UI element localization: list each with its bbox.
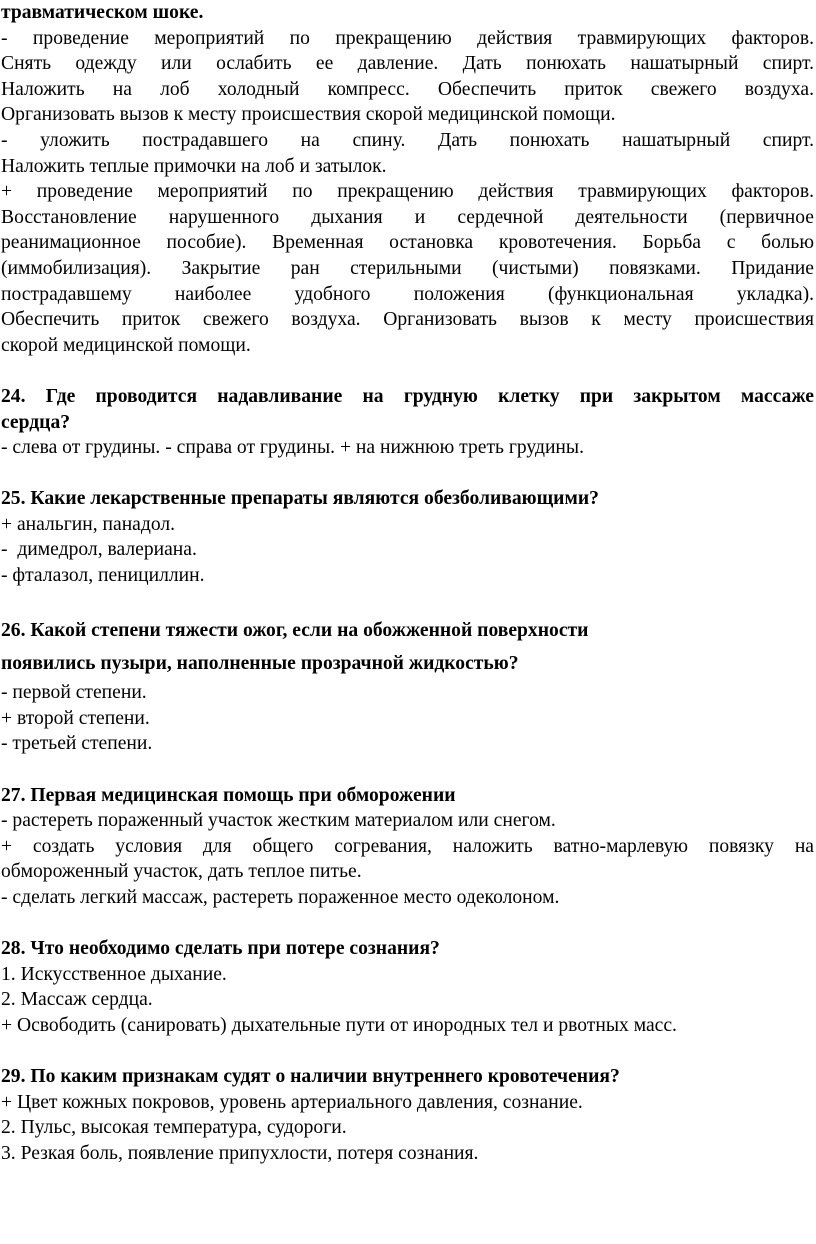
question-title: сердца?: [1, 411, 71, 433]
intro-line: Восстановление нарушенного дыхания и сердечной деятельности (первичное: [1, 206, 814, 228]
intro-line: Наложить на лоб холодный компресс. Обеспечить приток свежего воздуха.: [1, 78, 814, 100]
answer-option: 2. Пульс, высокая температура, судороги.: [1, 1117, 347, 1139]
intro-line: - уложить пострадавшего на спину. Дать понюхать нашатырный спирт.: [1, 129, 814, 151]
question-24: [1, 384, 814, 461]
intro-section: [1, 0, 814, 358]
answer-option: - димедрол, валериана.: [1, 539, 197, 561]
paragraph-gap: [1, 1039, 814, 1065]
answer-option: 2. Массаж сердца.: [1, 989, 153, 1011]
paragraph-gap: [1, 589, 814, 615]
answer-option: + второй степени.: [1, 707, 150, 729]
answer-option: 3. Резкая боль, появление припухлости, потеря сознания.: [1, 1142, 479, 1164]
intro-line: Обеспечить приток свежего воздуха. Организовать вызов к месту происшествия: [1, 309, 814, 331]
paragraph-gap: [1, 461, 814, 487]
question-title: 27. Первая медицинская помощь при обморожении: [1, 784, 456, 806]
question-29: [1, 1064, 814, 1166]
answer-option: - растереть пораженный участок жестким материалом или снегом.: [1, 810, 556, 832]
intro-line: Организовать вызов к месту происшествия скорой медицинской помощи.: [1, 104, 616, 126]
answer-option: обмороженный участок, дать теплое питье.: [1, 861, 362, 883]
answer-option: - фталазол, пенициллин.: [1, 565, 205, 587]
intro-line: (иммобилизация). Закрытие ран стерильными (чистыми) повязками. Придание: [1, 257, 814, 279]
intro-line: пострадавшему наиболее удобного положения (функциональная укладка).: [1, 283, 814, 305]
question-title: появились пузыри, наполненные прозрачной жидкостью?: [1, 653, 519, 675]
answer-option: 1. Искусственное дыхание.: [1, 963, 227, 985]
answer-option: + Освободить (санировать) дыхательные пути от инородных тел и рвотных масс.: [1, 1014, 677, 1036]
intro-heading: травматическом шоке.: [1, 2, 204, 23]
question-title: 25. Какие лекарственные препараты являются обезболивающими?: [1, 488, 599, 510]
answer-option: - первой степени.: [1, 682, 147, 704]
question-title: 24. Где проводится надавливание на грудную клетку при закрытом массаже: [1, 385, 814, 407]
answer-option: - третьей степени.: [1, 733, 153, 755]
paragraph-gap: [1, 757, 814, 783]
question-28: [1, 936, 814, 1038]
question-title: 26. Какой степени тяжести ожог, если на обожженной поверхности: [1, 620, 589, 642]
answer-option: + анальгин, панадол.: [1, 513, 176, 535]
intro-line: - проведение мероприятий по прекращению действия травмирующих факторов.: [1, 27, 814, 49]
paragraph-gap: [1, 911, 814, 937]
answer-option: - сделать легкий массаж, растереть пораженное место одеколоном.: [1, 887, 560, 908]
intro-line: реанимационное пособие). Временная остановка кровотечения. Борьба с болью: [1, 232, 814, 254]
answer-option: + Цвет кожных покровов, уровень артериального давления, сознание.: [1, 1091, 583, 1113]
question-title: 29. По каким признакам судят о наличии внутреннего кровотечения?: [1, 1066, 620, 1088]
answer-option: - слева от грудины. - справа от грудины. + на нижнюю треть грудины.: [1, 437, 584, 459]
question-title: 28. Что необходимо сделать при потере сознания?: [1, 938, 440, 960]
intro-line: скорой медицинской помощи.: [1, 334, 251, 356]
intro-line: Снять одежду или ослабить ее давление. Дать понюхать нашатырный спирт.: [1, 53, 814, 75]
intro-line: + проведение мероприятий по прекращению действия травмирующих факторов.: [1, 181, 814, 203]
question-26: [1, 614, 814, 757]
question-25: [1, 486, 814, 588]
question-27: [1, 783, 814, 911]
answer-option: + создать условия для общего согревания, наложить ватно-марлевую повязку на: [1, 835, 814, 857]
intro-line: Наложить теплые примочки на лоб и затылок.: [1, 155, 387, 177]
paragraph-gap: [1, 358, 814, 384]
